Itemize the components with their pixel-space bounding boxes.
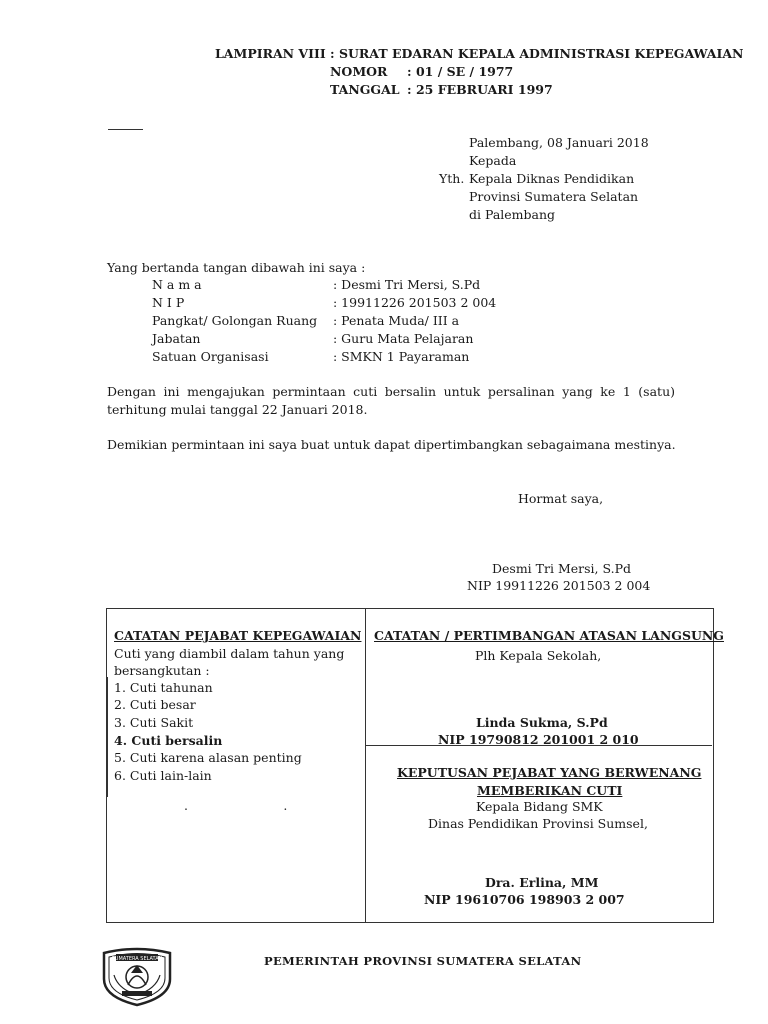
- recipient-line3: di Palembang: [469, 207, 556, 222]
- supervisor-name: Linda Sukma, S.Pd: [476, 715, 608, 730]
- leave-type-item: 5. Cuti karena alasan penting: [114, 750, 302, 765]
- leave-type-item: 1. Cuti tahunan: [114, 680, 213, 695]
- field-value: : 19911226 201503 2 004: [333, 295, 497, 310]
- decision-title-line1: KEPUTUSAN PEJABAT YANG BERWENANG: [397, 765, 702, 780]
- field-label: N I P: [152, 295, 185, 310]
- government-header: PEMERINTAH PROVINSI SUMATERA SELATAN: [264, 954, 582, 968]
- staff-notes-text1: Cuti yang diambil dalam tahun yang: [114, 646, 345, 661]
- request-paragraph-line2: terhitung mulai tanggal 22 Januari 2018.: [107, 402, 368, 417]
- attachment-title: LAMPIRAN VIII : SURAT EDARAN KEPALA ADMINISTRASI KEPEGAWAIAN: [215, 46, 744, 61]
- field-label: Jabatan: [152, 331, 201, 346]
- field-label: N a m a: [152, 277, 202, 292]
- table-divider-vertical: [365, 608, 366, 922]
- staff-notes-text2: bersangkutan :: [114, 663, 210, 678]
- recipient-line1: Kepala Diknas Pendidikan: [469, 171, 635, 186]
- field-value: : SMKN 1 Payaraman: [333, 349, 470, 364]
- applicant-name: Desmi Tri Mersi, S.Pd: [492, 561, 631, 576]
- tanggal-label: TANGGAL: [330, 82, 400, 97]
- supervisor-nip: NIP 19790812 201001 2 010: [438, 732, 639, 747]
- field-label: Pangkat/ Golongan Ruang: [152, 313, 318, 328]
- nomor-label: NOMOR: [330, 64, 388, 79]
- decision-role-line1: Kepala Bidang SMK: [476, 799, 603, 814]
- recipient-line2: Provinsi Sumatera Selatan: [469, 189, 639, 204]
- leave-type-item: 3. Cuti Sakit: [114, 715, 194, 730]
- field-value: : Penata Muda/ III a: [333, 313, 460, 328]
- left-margin-bar: [106, 677, 108, 797]
- separator-line: [108, 129, 143, 130]
- field-label: Satuan Organisasi: [152, 349, 269, 364]
- applicant-nip: NIP 19911226 201503 2 004: [467, 578, 651, 593]
- request-paragraph-line1: Dengan ini mengajukan permintaan cuti bersalin untuk persalinan yang ke 1 (satu): [107, 384, 675, 399]
- intro-text: Yang bertanda tangan dibawah ini saya :: [107, 260, 366, 275]
- supervisor-role: Plh Kepala Sekolah,: [475, 648, 602, 663]
- leave-type-item: 2. Cuti besar: [114, 697, 196, 712]
- leave-type-item-selected: 4. Cuti bersalin: [114, 733, 223, 748]
- kepada-label: Kepada: [469, 153, 517, 168]
- place-date: Palembang, 08 Januari 2018: [469, 135, 649, 150]
- decision-nip: NIP 19610706 198903 2 007: [424, 892, 625, 907]
- closing-paragraph: Demikian permintaan ini saya buat untuk dapat dipertimbangkan sebagaimana mestinya.: [107, 437, 676, 452]
- decision-title-line2: MEMBERIKAN CUTI: [477, 783, 623, 798]
- closing-greeting: Hormat saya,: [518, 491, 604, 506]
- provincial-seal-icon: [98, 945, 176, 1007]
- field-value: : Guru Mata Pelajaran: [333, 331, 474, 346]
- svg-text:SUMATERA SELATAN: SUMATERA SELATAN: [111, 956, 163, 962]
- staff-notes-title: CATATAN PEJABAT KEPEGAWAIAN: [114, 628, 362, 643]
- field-value: : Desmi Tri Mersi, S.Pd: [333, 277, 481, 292]
- nomor-value: : 01 / SE / 1977: [407, 64, 514, 79]
- decision-role-line2: Dinas Pendidikan Provinsi Sumsel,: [428, 816, 648, 831]
- supervisor-notes-title: CATATAN / PERTIMBANGAN ATASAN LANGSUNG: [374, 628, 724, 643]
- decision-name: Dra. Erlina, MM: [485, 875, 599, 890]
- leave-type-item: 6. Cuti lain-lain: [114, 768, 212, 783]
- tanggal-value: : 25 FEBRUARI 1997: [407, 82, 553, 97]
- signature-dots: . .: [184, 798, 288, 813]
- yth-label: Yth.: [439, 171, 465, 186]
